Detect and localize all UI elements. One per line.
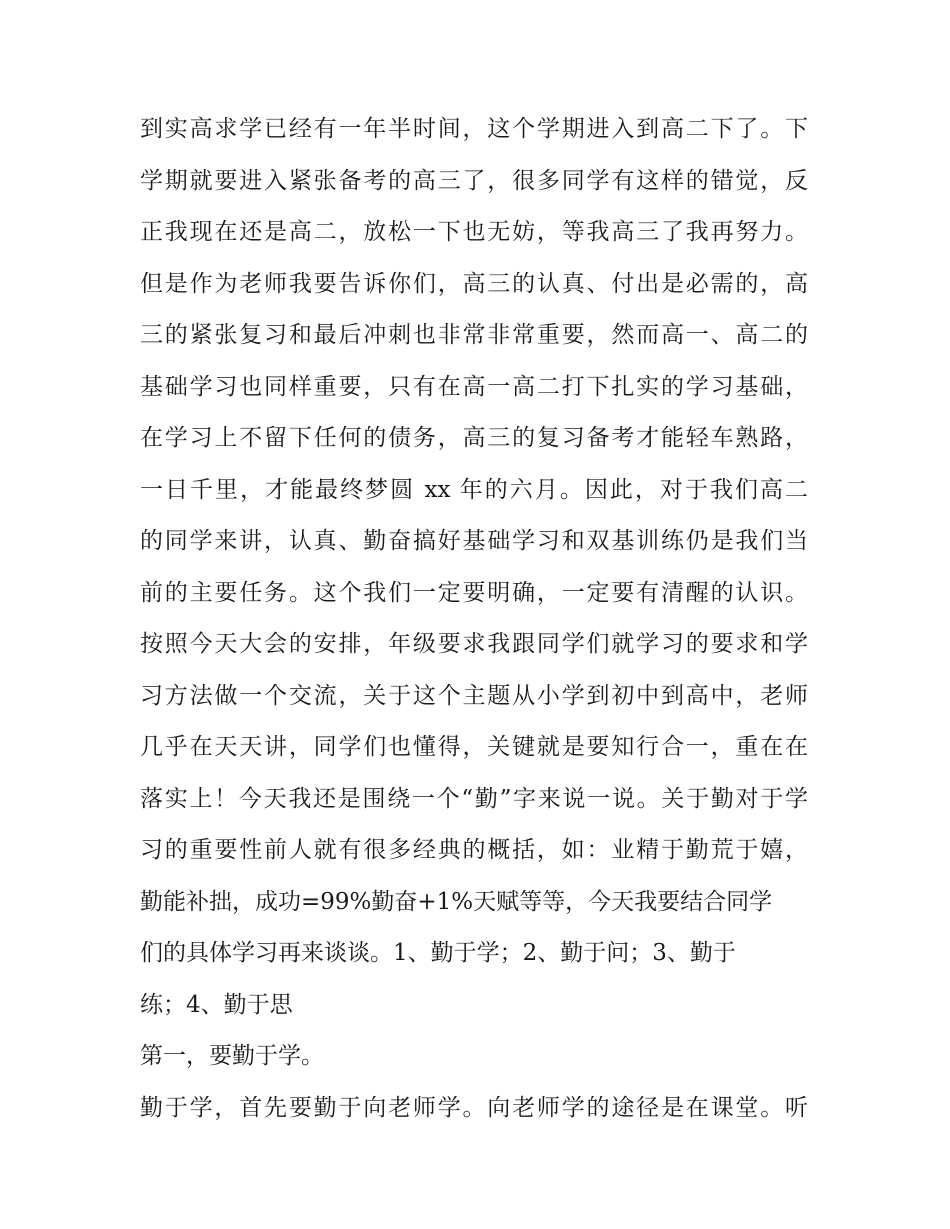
text-line: 习的重要性前人就有很多经典的概括，如：业精于勤荒于嬉， — [140, 837, 808, 863]
text-line: 正我现在还是高二，放松一下也无妨，等我高三了我再努力。 — [140, 219, 808, 245]
text-line: 学期就要进入紧张备考的高三了，很多同学有这样的错觉，反 — [140, 167, 808, 194]
section-heading: 第一，要勤于学。 — [140, 1043, 324, 1069]
text-line: 几乎在天天讲，同学们也懂得，关键就是要知行合一，重在在 — [140, 734, 808, 760]
text-line: 勤能补拙，成功=99%勤奋+1%天赋等等，今天我要结合同学 — [140, 888, 773, 915]
text-line: 一日千里，才能最终梦圆 xx 年的六月。因此，对于我们高二 — [140, 476, 808, 503]
text-line: 练；4、勤于思 — [140, 991, 293, 1018]
text-line: 到实高求学已经有一年半时间，这个学期进入到高二下了。下 — [140, 116, 808, 142]
text-line: 勤于学，首先要勤于向老师学。向老师学的途径是在课堂。听 — [140, 1094, 808, 1121]
text-line: 但是作为老师我要告诉你们，高三的认真、付出是必需的，高 — [140, 270, 808, 297]
text-line: 落实上！今天我还是围绕一个“勤”字来说一说。关于勤对于学 — [140, 785, 808, 812]
body-text — [140, 104, 820, 1134]
text-line: 们的具体学习再来谈谈。1、勤于学；2、勤于问；3、勤于 — [140, 940, 736, 966]
text-line: 习方法做一个交流，关于这个主题从小学到初中到高中，老师 — [140, 682, 808, 709]
text-line: 三的紧张复习和最后冲刺也非常非常重要，然而高一、高二的 — [140, 322, 808, 348]
text-line: 基础学习也同样重要，只有在高一高二打下扎实的学习基础， — [140, 373, 808, 400]
text-line: 在学习上不留下任何的债务，高三的复习备考才能轻车熟路， — [140, 425, 808, 451]
text-line: 前的主要任务。这个我们一定要明确，一定要有清醒的认识。 — [140, 579, 808, 606]
text-line: 的同学来讲，认真、勤奋搞好基础学习和双基训练仍是我们当 — [140, 528, 808, 554]
text-line: 按照今天大会的安排，年级要求我跟同学们就学习的要求和学 — [140, 631, 808, 657]
